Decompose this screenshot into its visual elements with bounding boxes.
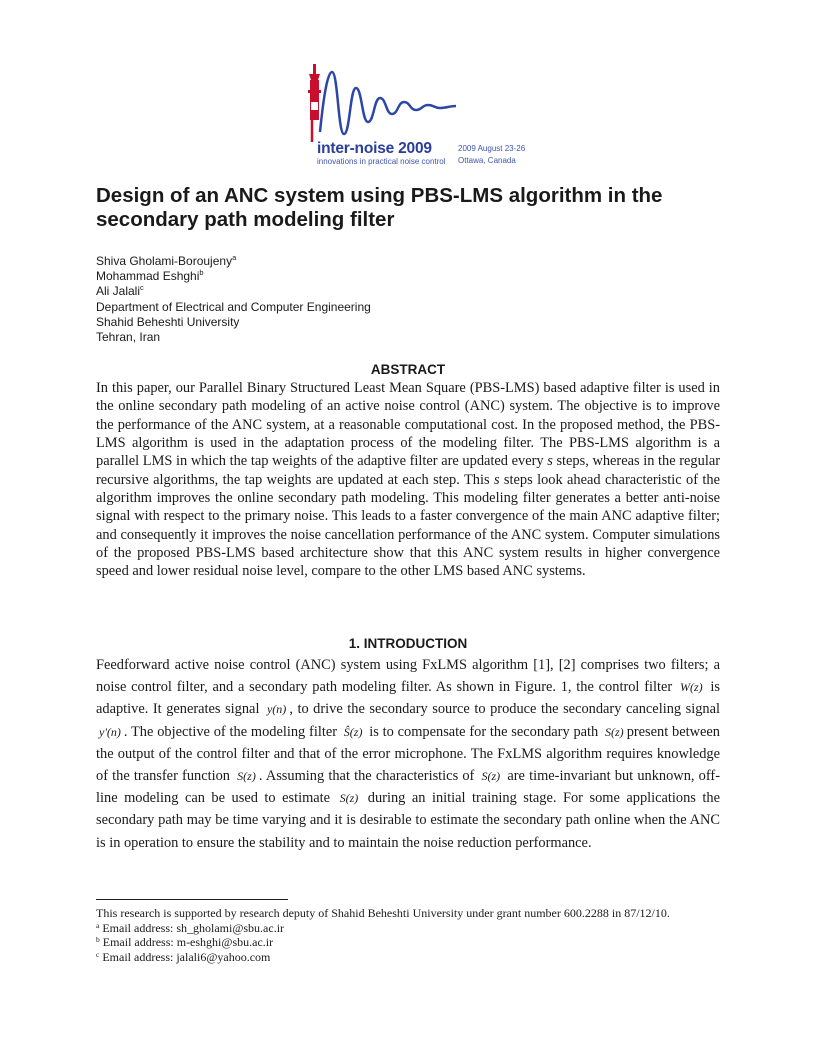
author-mark: b bbox=[199, 268, 204, 278]
math-symbol: y'(n) bbox=[99, 724, 121, 739]
abstract-heading: ABSTRACT bbox=[370, 362, 446, 377]
author-mark: c bbox=[140, 283, 144, 293]
paper-title: Design of an ANC system using PBS-LMS algorithm in the secondary path modeling filter bbox=[96, 184, 663, 231]
logo-wordmark: inter-noise 2009 bbox=[317, 140, 432, 157]
footnote-email: $^c$ Email address: jalali6@yahoo.com bbox=[96, 950, 271, 965]
author-name: Mohammad Eshghi$^b$ bbox=[96, 268, 204, 284]
introduction-heading: 1. INTRODUCTION bbox=[348, 636, 468, 651]
affiliation-university: Shahid Beheshti University bbox=[96, 314, 240, 329]
footnote-funding: This research is supported by research deputy of Shahid Beheshti University under grant number 600.2288 in 87/12/10. bbox=[96, 906, 670, 920]
author-mark: a bbox=[232, 253, 237, 262]
event-date: 2009 August 23-26 bbox=[458, 144, 526, 153]
affiliation-department: Department of Electrical and Computer Engineering bbox=[96, 299, 371, 314]
math-symbol: S(z) bbox=[237, 769, 256, 784]
math-symbol: S(z) bbox=[339, 791, 359, 806]
math-symbol: y(n) bbox=[266, 702, 287, 717]
math-symbol: S(z) bbox=[481, 769, 501, 784]
abstract-paragraph: In this paper, our Parallel Binary Structured Least Mean Square (PBS-LMS) based adaptive filter is used in the online secondary path modeling of an active noise control (ANC) system. The objective is to improve the performance of the ANC system, at a reasonable computational cost. In the proposed method, the PBS-LMS algorithm is used in the adaptation process of the modeling filter. The PBS-LMS algorithm is a parallel LMS in which the tap weights of the adaptive filter are updated every s steps, whereas in the regular recursive algorithms, the tap weights are updated at each step. This s steps look ahead characteristic of the algorithm improves the online secondary path modeling. This modeling filter generates a better anti-noise signal with respect to the primary noise. This leads to a faster convergence of the main ANC adaptive filter; and consequently it improves the noise cancellation performance of the ANC system. Computer simulations of the proposed PBS-LMS based architecture show that this ANC system results in higher convergence speed and lower residual noise level, compare to the other LMS based ANC systems. bbox=[96, 380, 721, 580]
math-symbol: S(z) bbox=[605, 724, 624, 739]
conference-logo bbox=[298, 62, 550, 170]
footnote-divider bbox=[96, 899, 288, 900]
author-name: Ali Jalali$^c$ bbox=[96, 283, 144, 299]
sound-wave-icon bbox=[320, 72, 456, 134]
logo-tagline: innovations in practical noise control bbox=[317, 157, 446, 166]
author-block bbox=[96, 254, 596, 345]
math-symbol: Ŝ(z) bbox=[343, 724, 363, 739]
tower-icon bbox=[302, 64, 321, 142]
event-place: Ottawa, Canada bbox=[458, 156, 516, 165]
math-symbol: W(z) bbox=[679, 680, 703, 695]
footnote-email: $^b$ Email address: m-eshghi@sbu.ac.ir bbox=[96, 935, 274, 950]
footnote-email: $^a$ Email address: sh_gholami@sbu.ac.ir bbox=[96, 920, 285, 935]
footnotes bbox=[96, 906, 720, 965]
tower-wave-emblem bbox=[298, 62, 550, 142]
author-name: Shiva Gholami-Boroujeny$^a$ bbox=[96, 253, 237, 268]
introduction-paragraph: Feedforward active noise control (ANC) system using FxLMS algorithm [1], [2] comprises two filters; a noise control filter, and a secondary path modeling filter. As shown in Figure. 1, the control filter W(z) is adaptive. It generates signal y(n) , to drive the secondary source to produce the secondary canceling signal y'(n) . The objective of the modeling filter Ŝ(z) is to compensate for the secondary path S(z) present between the output of the control filter and that of the error microphone. The FxLMS algorithm requires knowledge of the transfer function S(z) . Assuming that the characteristics of S(z) are time-invariant but unknown, off-line modeling can be used to estimate S(z) during an initial training stage. For some applications the secondary path may be time varying and it is desirable to estimate the secondary path online when the ANC is in operation to ensure the stability and to maintain the noise reduction performance. bbox=[96, 657, 720, 851]
affiliation-location: Tehran, Iran bbox=[96, 330, 161, 345]
